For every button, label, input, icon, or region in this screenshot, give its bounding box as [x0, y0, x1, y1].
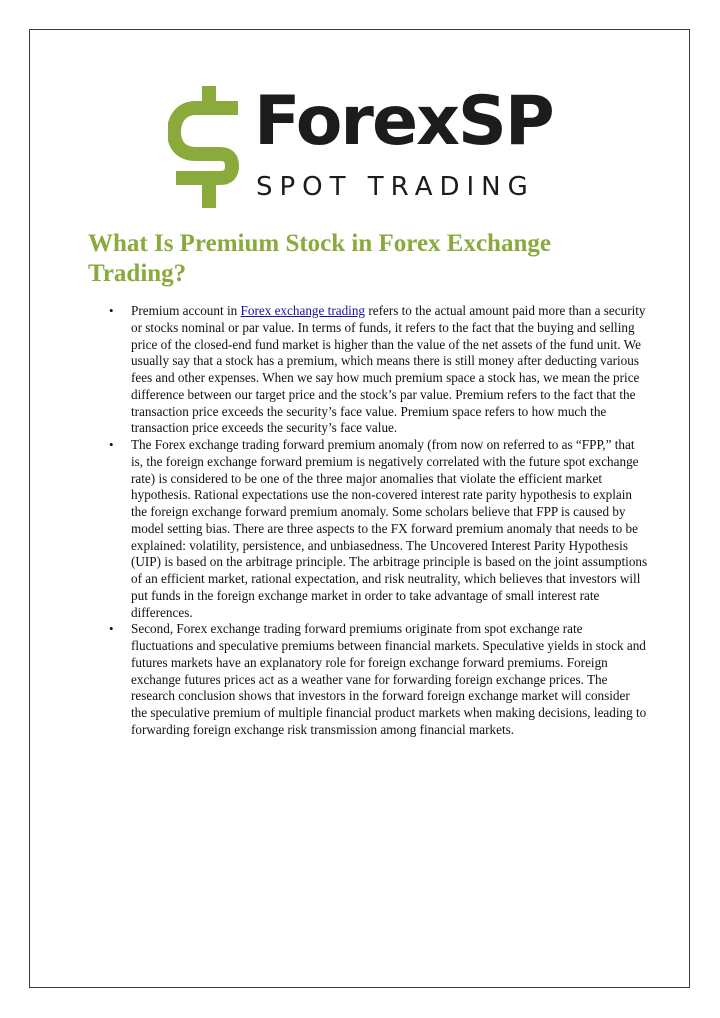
bullet-dot-icon: • [109, 437, 114, 452]
bullet-text: The Forex exchange trading forward premium anomaly (from now on referred to as “FPP,” that is, the foreign exchange forward premium is negatively correlated with the future spot exchange rate) is considered to be one of the three major anomalies that violate the efficient market hypothesis. Rational expectations use the non-covered interest rate parity hypothesis to explain the foreign exchange forward premium anomaly. Some scholars believe that FPP is caused by model setting bias. There are three aspects to the FX forward premium anomaly that needs to be explained: volatility, persistence, and unbiasedness. The Uncovered Interest Parity Hypothesis (UIP) is based on the arbitrage principle. The arbitrage principle is based on the joint assumptions of an efficient market, rational expectation, and risk neutrality, which believes that investors will put funds in the foreign exchange market in order to take advantage of small interest rate differences. [131, 437, 648, 620]
bullet-item [88, 303, 648, 437]
bullet-text: Second, Forex exchange trading forward premiums originate from spot exchange rate fluctuations and speculative premiums between financial markets. Speculative yields in stock and futures markets have an explanatory role for foreign exchange forward premiums. Foreign exchange futures prices act as a weather vane for forwarding foreign exchange prices. The research conclusion shows that investors in the forward foreign exchange market will consider the speculative premium of multiple financial product markets when making decisions, leading to forwarding foreign exchange risk transmission among financial markets. [131, 621, 647, 737]
forex-exchange-trading-link[interactable]: Forex exchange trading [240, 303, 366, 318]
bullet-item [88, 437, 648, 621]
bullet-item [88, 621, 648, 738]
brand-tagline: SPOT TRADING [256, 172, 535, 202]
bullet-text-suffix: refers to the actual amount paid more than a security or stocks nominal or par value. In terms of funds, it refers to the fact that the buying and selling price of the closed-end fund market is higher than the value of the net assets of the fund unit. We usually say that a stock has a premium, which means there is still money after deducting various fees and other expenses. When we say how much premium space a stock has, we mean the price difference between our target price and the stock’s par value. Premium refers to the fact that the transaction price exceeds the security’s face value. Premium space refers to how much the transaction price exceeds the security’s face value. [131, 303, 646, 436]
bullet-dot-icon: • [109, 303, 114, 318]
article-bullet-list [88, 303, 648, 739]
dollar-s-icon [168, 86, 258, 208]
article-title: What Is Premium Stock in Forex Exchange Trading? [88, 230, 551, 287]
bullet-text-prefix: Premium account in [131, 303, 241, 318]
brand-name: ForexSP [254, 82, 553, 161]
forexsp-logo [168, 82, 553, 208]
bullet-dot-icon: • [109, 621, 114, 637]
